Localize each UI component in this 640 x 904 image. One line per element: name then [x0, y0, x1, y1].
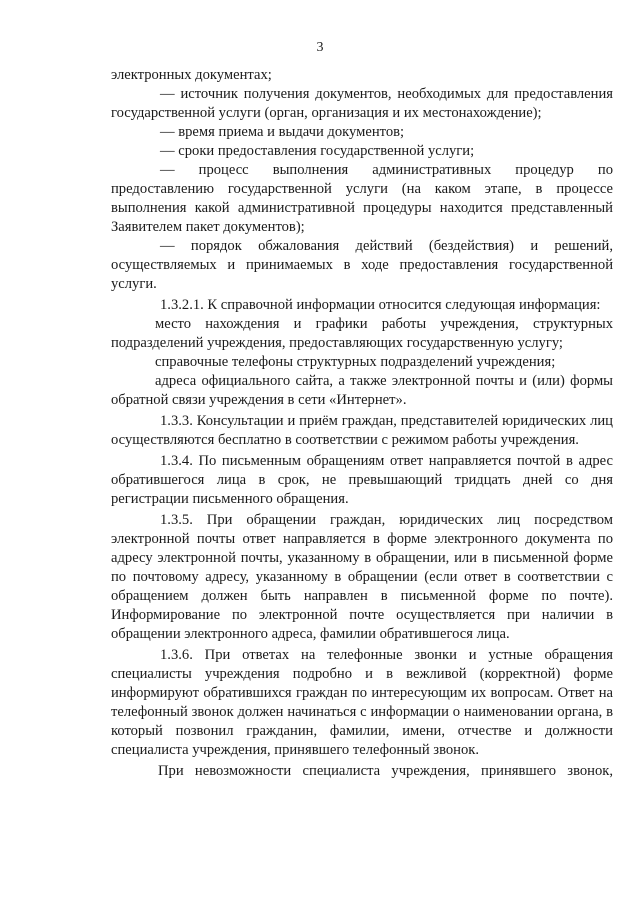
list-item: — процесс выполнения административных процедур по предоставлению государственной услуги (на каком этапе, в процессе выполнения какой административной процедуры находится представленный Заявителем пакет документов); [111, 162, 613, 235]
paragraph: 1.3.3. Консультации и приём граждан, представителей юридических лиц осуществляются бесплатно в соответствии с режимом работы учреждения. [111, 413, 613, 448]
paragraph: 1.3.4. По письменным обращениям ответ направляется почтой в адрес обратившегося лица в срок, не превышающий тридцать дней со дня регистрации письменного обращения. [111, 453, 613, 507]
page-number: 3 [316, 40, 324, 55]
list-item: — время приема и выдачи документов; [160, 124, 405, 140]
paragraph: 1.3.2.1. К справочной информации относится следующая информация: [160, 297, 601, 313]
document-body [111, 66, 613, 781]
paragraph: справочные телефоны структурных подразделений учреждения; [155, 354, 556, 370]
paragraph: адреса официального сайта, а также электронной почты и (или) формы обратной связи учреждения в сети «Интернет». [111, 373, 613, 408]
paragraph: 1.3.5. При обращении граждан, юридических лиц посредством электронной почты ответ направляется в форме электронного документа по адресу электронной почты, указанному в обращении, или в письменной форме по почтовому адресу, указанному в обращении (если ответ в соответствии с обращением должен быть направлен в письменной форме по почте). Информирование по электронной почте осуществляется при наличии в обращении электронного адреса, фамилии обратившегося лица. [111, 512, 613, 642]
list-item: — сроки предоставления государственной услуги; [160, 143, 475, 159]
list-item: — источник получения документов, необходимых для предоставления государственной услуги (орган, организация и их местонахождение); [111, 86, 613, 121]
paragraph: электронных документах; [111, 67, 272, 83]
paragraph: 1.3.6. При ответах на телефонные звонки и устные обращения специалисты учреждения подробно и в вежливой (корректной) форме информируют обратившихся граждан по интересующим их вопросам. Ответ на телефонный звонок должен начинаться с информации о наименовании органа, в который позвонил гражданин, фамилии, имени, отчестве и должности специалиста учреждения, принявшего телефонный звонок. [111, 647, 613, 758]
list-item: — порядок обжалования действий (бездействия) и решений, осуществляемых и принимаемых в ходе предоставления государственной услуги. [111, 238, 613, 292]
paragraph: При невозможности специалиста учреждения, принявшего звонок, [158, 763, 613, 779]
paragraph: место нахождения и графики работы учреждения, структурных подразделений учреждения, предоставляющих государственную услугу; [111, 316, 613, 351]
